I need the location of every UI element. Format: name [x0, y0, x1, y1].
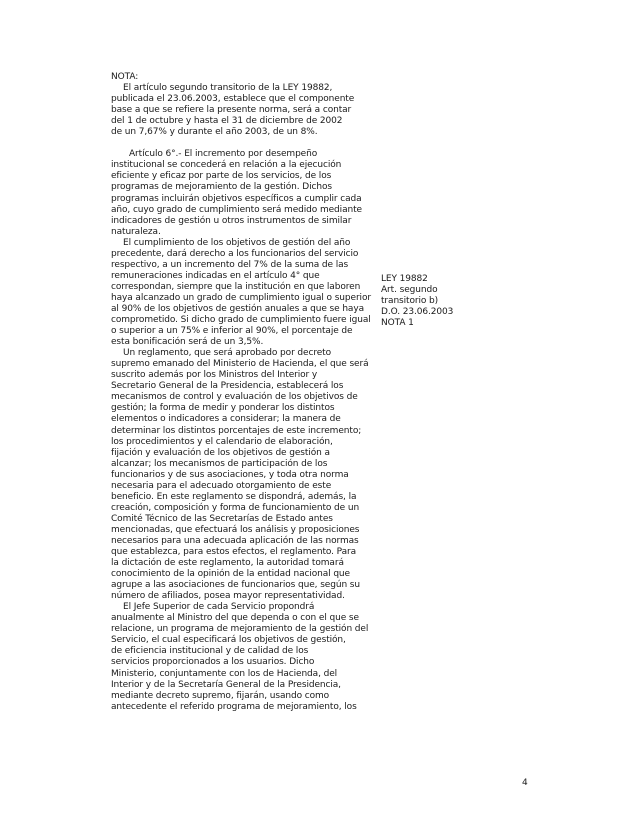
margin-note-line: NOTA 1: [381, 318, 414, 329]
paragraph-3-line: Comité Técnico de las Secretarías de Estado antes: [111, 513, 333, 524]
note-heading: NOTA:: [111, 72, 139, 82]
paragraph-3-line: agrupe a las asociaciones de funcionarios que, según su: [111, 580, 361, 591]
paragraph-2-line: haya alcanzado un grado de cumplimiento igual o superior: [111, 292, 371, 303]
paragraph-3-line: beneficio. En este reglamento se dispondrá, además, la: [111, 491, 357, 502]
paragraph-gap: [111, 138, 356, 149]
paragraph-3-line: suscrito además por los Ministros del Interior y: [111, 370, 318, 381]
paragraph-3-line: mecanismos de control y evaluación de los objetivos de: [111, 392, 358, 403]
paragraph-2-line: correspondan, siempre que la institución en que laboren: [111, 281, 361, 292]
margin-note-line: LEY 19882: [381, 274, 428, 284]
paragraph-2-line: al 90% de los objetivos de gestión anuales a que se haya: [111, 303, 364, 314]
paragraph-4-line: de eficiencia institucional y de calidad de los: [111, 646, 309, 657]
page-number: 4: [522, 778, 528, 788]
paragraph-3-line: necesarios para una adecuada aplicación de las normas: [111, 535, 359, 546]
article-6-line: indicadores de gestión u otros instrumentos de similar: [111, 215, 352, 226]
main-text-column: [111, 72, 371, 713]
paragraph-3-line: creación, composición y forma de funcionamiento de un: [111, 502, 360, 513]
note-line: de un 7,67% y durante el año 2003, de un 8%.: [111, 127, 318, 138]
article-6-line: año, cuyo grado de cumplimiento será medido mediante: [111, 204, 362, 215]
margin-note: [381, 274, 501, 329]
paragraph-3-line: los procedimientos y el calendario de elaboración,: [111, 436, 333, 447]
margin-note-line: Art. segundo: [381, 285, 438, 296]
paragraph-4-line: relacione, un programa de mejoramiento de la gestión del: [111, 624, 369, 635]
paragraph-2-line: remuneraciones indicadas en el artículo 4° que: [111, 270, 320, 281]
paragraph-3-line: necesaria para el adecuado otorgamiento de este: [111, 480, 332, 491]
paragraph-3-line: que establezca, para estos efectos, el reglamento. Para: [111, 547, 357, 558]
article-6-line: eficiente y eficaz por parte de los servicios, de los: [111, 171, 332, 182]
note-line: base a que se refiere la presente norma, será a contar: [111, 105, 352, 116]
paragraph-4-line: Interior y de la Secretaría General de la Presidencia,: [111, 679, 341, 690]
paragraph-3-line: la dictación de este reglamento, la autoridad tomará: [111, 558, 344, 569]
note-line: del 1 de octubre y hasta el 31 de diciembre de 2002: [111, 116, 343, 127]
article-6-line: Artículo 6°.- El incremento por desempeño: [129, 149, 318, 160]
article-6-line: programas de mejoramiento de la gestión. Dichos: [111, 182, 332, 193]
paragraph-3-line: determinar los distintos porcentajes de este incremento;: [111, 425, 362, 436]
paragraph-3-line: elementos o indicadores a considerar; la manera de: [111, 414, 341, 425]
paragraph-2-line: o superior a un 75% e inferior al 90%, el porcentaje de: [111, 326, 353, 337]
margin-note-line: transitorio b): [381, 296, 439, 307]
paragraph-4-line: servicios proporcionados a los usuarios. Dicho: [111, 657, 315, 668]
paragraph-2-line: comprometido. Si dicho grado de cumplimiento fuere igual: [111, 315, 371, 326]
paragraph-3-line: fijación y evaluación de los objetivos de gestión a: [111, 447, 330, 458]
paragraph-3-line: funcionarios y de sus asociaciones, y toda otra norma: [111, 469, 349, 480]
paragraph-4-line: El Jefe Superior de cada Servicio propondrá: [123, 602, 315, 613]
article-6-line: programas incluirán objetivos específicos a cumplir cada: [111, 193, 362, 204]
margin-note-line: D.O. 23.06.2003: [381, 307, 454, 318]
note-line: El artículo segundo transitorio de la LEY 19882,: [123, 83, 333, 94]
paragraph-4-line: Servicio, el cual especificará los objetivos de gestión,: [111, 635, 346, 646]
paragraph-3-line: gestión; la forma de medir y ponderar los distintos: [111, 403, 335, 414]
paragraph-2-line: El cumplimiento de los objetivos de gestión del año: [123, 237, 351, 248]
note-line: publicada el 23.06.2003, establece que el componente: [111, 94, 355, 105]
paragraph-4-line: Ministerio, conjuntamente con los de Hacienda, del: [111, 668, 338, 679]
paragraph-3-line: alcanzar; los mecanismos de participación de los: [111, 458, 328, 469]
paragraph-3-line: mencionadas, que efectuará los análisis y proposiciones: [111, 524, 360, 535]
paragraph-2-line: esta bonificación será de un 3,5%.: [111, 337, 264, 348]
paragraph-4-line: antecedente el referido programa de mejoramiento, los: [111, 701, 357, 712]
paragraph-3-line: Secretario General de la Presidencia, establecerá los: [111, 381, 344, 392]
article-6-line: institucional se concederá en relación a la ejecución: [111, 160, 342, 171]
paragraph-4-line: mediante decreto supremo, fijarán, usando como: [111, 690, 330, 701]
paragraph-2-line: precedente, dará derecho a los funcionarios del servicio: [111, 248, 359, 259]
paragraph-3-line: conocimiento de la opinión de la entidad nacional que: [111, 569, 350, 580]
paragraph-4-line: anualmente al Ministro del que dependa o con el que se: [111, 613, 359, 624]
paragraph-3-line: supremo emanado del Ministerio de Hacienda, el que será: [111, 359, 369, 370]
paragraph-3-line: número de afiliados, posea mayor representatividad.: [111, 591, 345, 602]
paragraph-2-line: respectivo, a un incremento del 7% de la suma de las: [111, 259, 349, 270]
paragraph-3-line: Un reglamento, que será aprobado por decreto: [123, 348, 332, 359]
article-6-line: naturaleza.: [111, 226, 161, 237]
